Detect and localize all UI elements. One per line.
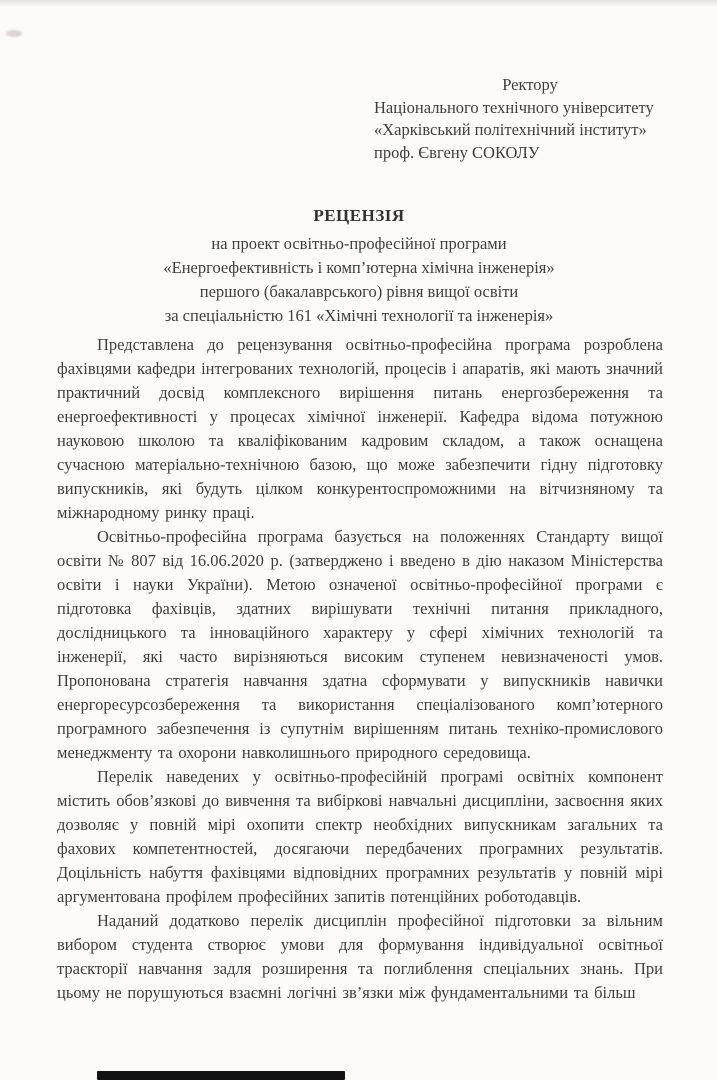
recipient-line-role: Ректору bbox=[502, 75, 558, 94]
review-title-block bbox=[48, 204, 670, 328]
paragraph-program-developers: Представлена до рецензування освітньо-професійна програма розроблена фахівцями кафедри інтегрованих технологій, процесів і апаратів, які мають значний практичний досвід комплексного вирішення питань енергозбереження та енергоефективності у процесах хімічної інженерії. Кафедра відома потужною науковою школою та кваліфікованим кадровим складом, а також оснащена сучасною матеріально-технічною базою, що може забезпечити гідну підготовку випускників, які будуть цілком конкурентоспроможними на вітчизняному та міжнародному ринку праці. bbox=[57, 335, 663, 522]
title-line-specialty: за спеціальністю 161 «Хімічні технології та інженерія» bbox=[164, 306, 554, 325]
paragraph-components-list: Перелік наведених у освітньо-професійній програмі освітніх компонент містить обов’язкові до вивчення та вибіркові навчальні дисципліни, засвоєння яких дозволяє у повній мірі охопити спектр необхідних випускникам загальних та фахових компетентностей, досягаючи передбачених програмних результатів. Доцільність набуття фахівцями відповідних програмних результатів у повній мірі аргументована профілем професійних запитів потенційних роботодавців. bbox=[57, 767, 663, 906]
scan-smudge-artifact bbox=[6, 30, 22, 37]
recipient-line-name: проф. Євгену СОКОЛУ bbox=[374, 142, 540, 162]
paragraph-elective-disciplines: Наданий додатково перелік дисциплін професійної підготовки за вільним вибором студента створює умови для формування індивідуальної освітньої траєкторії навчання задля розширення та поглиблення спеціальних знань. При цьому не порушуються взаємні логічні зв’язки між фундаментальними та більш bbox=[57, 911, 663, 1002]
title-line-project: на проект освітньо-професійної програми bbox=[211, 234, 507, 253]
recipient-line-university: Національного технічного університету bbox=[374, 97, 654, 117]
review-heading: РЕЦЕНЗІЯ bbox=[313, 206, 405, 225]
review-body bbox=[57, 333, 663, 1005]
title-line-degree-level: першого (бакалаврського) рівня вищої освіти bbox=[199, 282, 519, 301]
title-line-program-name: «Енергоефективність і комп’ютерна хімічна інженерія» bbox=[163, 258, 555, 277]
recipient-line-institute: «Харківський політехнічний інститут» bbox=[374, 120, 647, 139]
scan-bottom-bar-artifact bbox=[97, 1071, 345, 1080]
paragraph-standard-basis: Освітньо-професійна програма базується на положеннях Стандарту вищої освіти № 807 від 16.06.2020 р. (затверджено і введено в дію наказом Міністерства освіти і науки України). Метою означеної освітньо-професійної програми є підготовка фахівців, здатних вирішувати технічні питання прикладного, дослідницького та інноваційного характеру у сфері хімічних технологій та інженерії, які часто вирізняються високим ступенем невизначеності умов. Пропонована стратегія навчання здатна сформувати у випускників навички енергоресурсозбереження та використання спеціалізованого комп’ютерного програмного забезпечення із супутнім вирішенням питань техніко-промислового менеджменту та охорони навколишнього природного середовища. bbox=[57, 527, 663, 762]
recipient-block bbox=[374, 74, 686, 164]
